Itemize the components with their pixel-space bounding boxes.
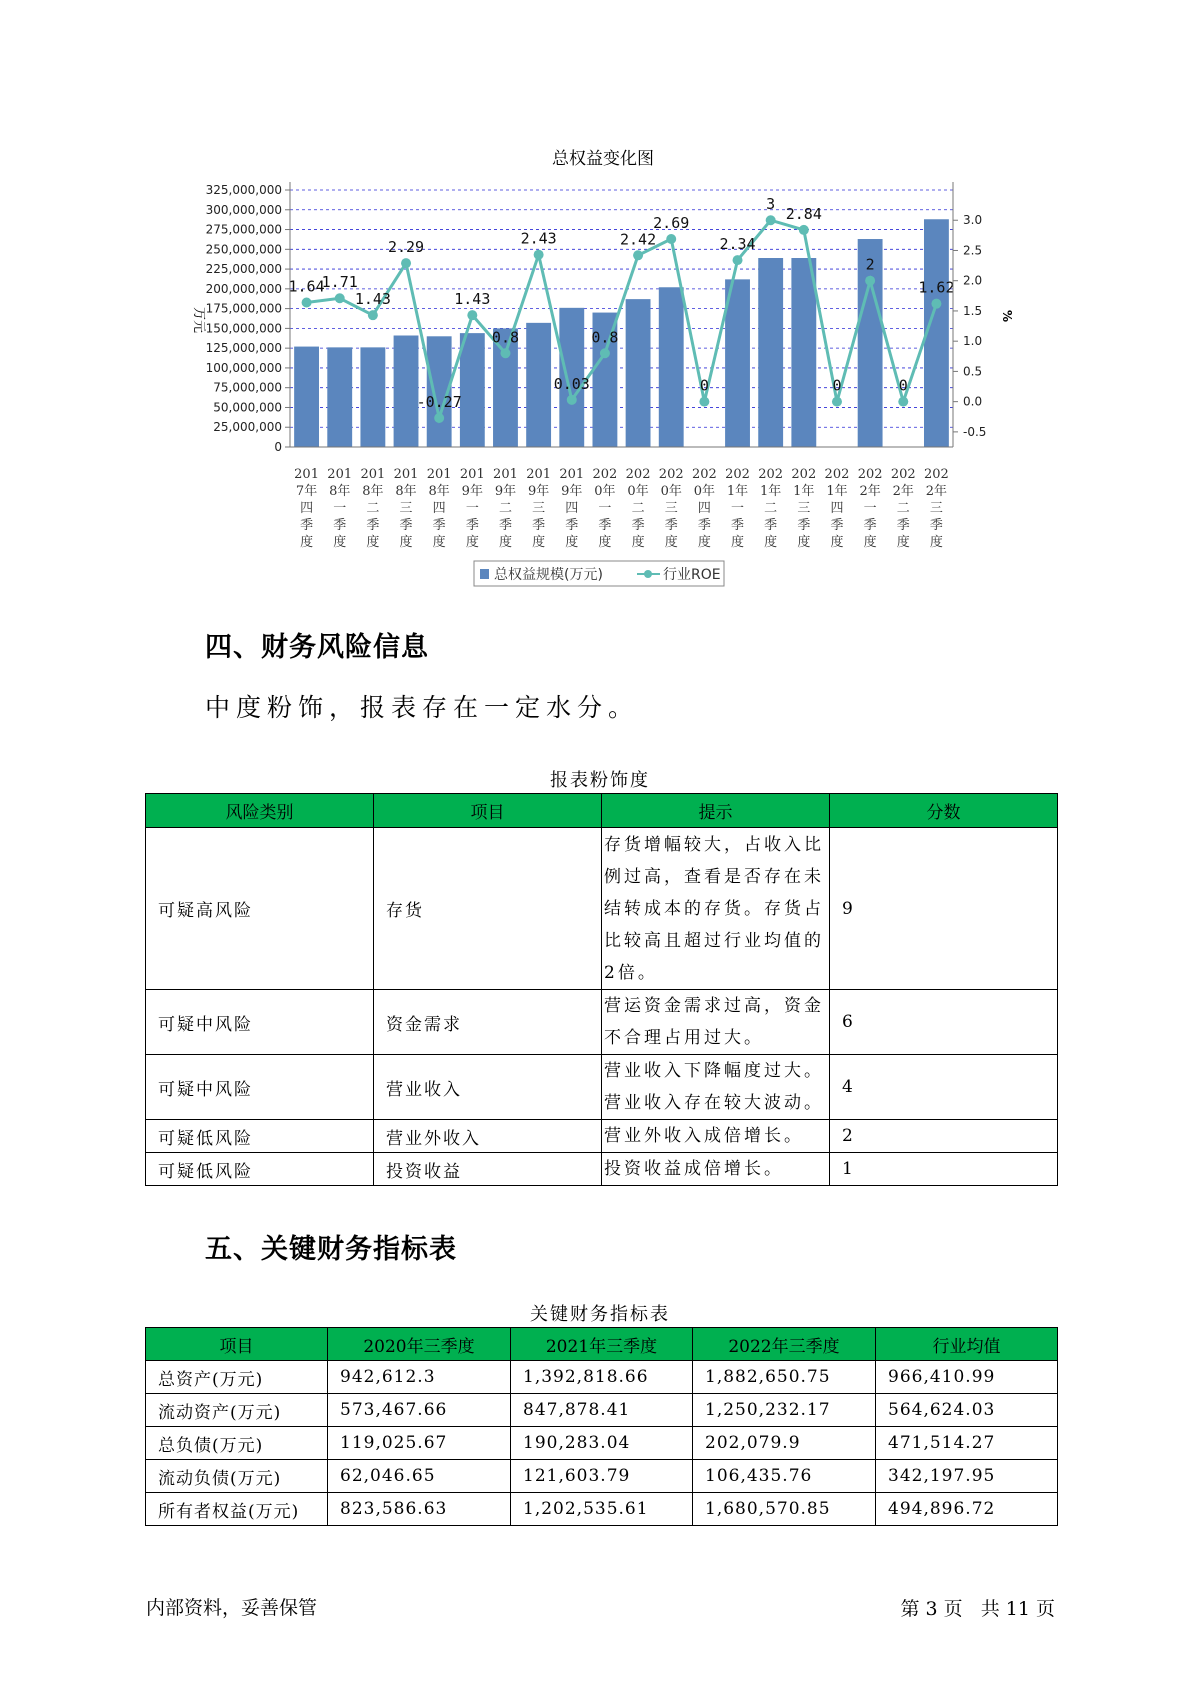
roe-data-label: 2.84	[785, 204, 822, 223]
risk-score: 9	[830, 828, 1058, 990]
kpi-value: 847,878.41	[511, 1394, 693, 1427]
kpi-value: 119,025.67	[328, 1427, 511, 1460]
table-row	[146, 1153, 1058, 1186]
table-row	[146, 1493, 1058, 1526]
roe-point	[633, 250, 643, 260]
table-row	[146, 1427, 1058, 1460]
risk-score: 2	[830, 1120, 1058, 1153]
x-tick-label: 201	[294, 467, 319, 482]
y2-tick-label: 3.0	[963, 213, 983, 228]
kpi-label: 总负债(万元)	[146, 1427, 328, 1460]
y2-tick-label: 2.0	[963, 273, 983, 288]
y2-axis-label: %	[1000, 309, 1014, 323]
x-tick-label: 8年	[329, 484, 351, 499]
x-tick-label: 1年	[793, 484, 815, 499]
x-tick-label: 8年	[362, 484, 384, 499]
y2-tick-label: 0.5	[963, 364, 983, 379]
roe-point	[832, 397, 842, 407]
kpi-label: 流动负债(万元)	[146, 1460, 328, 1493]
roe-point	[434, 413, 444, 423]
header-cell: 分数	[830, 794, 1058, 828]
section-heading-key-indicators: 五、关键财务指标表	[205, 1234, 457, 1265]
x-tick-label: 季	[598, 518, 612, 533]
x-tick-label: 季	[465, 518, 479, 533]
risk-category: 可疑高风险	[146, 828, 374, 990]
x-tick-label: 季	[565, 518, 579, 533]
equity-bar	[659, 287, 684, 447]
x-tick-label: 四	[565, 501, 579, 516]
table-row	[146, 1361, 1058, 1394]
roe-point	[766, 215, 776, 225]
x-tick-label: 201	[459, 467, 485, 482]
header-cell: 行业均值	[876, 1328, 1058, 1361]
kpi-value: 202,079.9	[693, 1427, 876, 1460]
x-tick-label: 二	[498, 501, 512, 516]
footer-page-number: 第 3 页 共 11 页	[900, 1598, 1055, 1620]
risk-item: 投资收益	[374, 1153, 602, 1186]
x-tick-label: 季	[366, 518, 380, 533]
x-tick-label: 201	[426, 467, 452, 482]
y-tick-label: 200,000,000	[205, 281, 282, 296]
x-tick-label: 202	[890, 467, 916, 482]
roe-data-label: 1.64	[288, 277, 325, 296]
x-tick-label: 一	[465, 501, 479, 516]
legend-bar-label: 总权益规模(万元)	[494, 567, 603, 583]
y2-tick-label: 1.0	[963, 334, 983, 349]
x-tick-label: 季	[432, 518, 446, 533]
risk-item: 营业收入	[374, 1055, 602, 1120]
x-tick-label: 季	[863, 518, 877, 533]
risk-category: 可疑低风险	[146, 1120, 374, 1153]
kpi-value: 342,197.95	[876, 1460, 1058, 1493]
roe-data-label: 1.62	[918, 278, 955, 297]
equity-bar	[526, 323, 551, 447]
table-row	[146, 828, 1058, 990]
x-tick-label: 度	[929, 535, 943, 550]
kpi-table	[145, 1327, 1058, 1526]
y-tick-label: 175,000,000	[205, 301, 282, 316]
header-cell: 提示	[602, 794, 830, 828]
table-row	[146, 990, 1058, 1055]
y2-tick-label: 1.5	[963, 303, 983, 318]
x-tick-label: 一	[863, 501, 877, 516]
x-tick-label: 9年	[461, 484, 483, 499]
x-tick-label: 度	[300, 535, 314, 550]
risk-category: 可疑低风险	[146, 1153, 374, 1186]
risk-hint: 营运资金需求过高，资金不合理占用过大。	[602, 990, 830, 1055]
roe-data-label: 0.8	[591, 328, 619, 347]
y-axis-label: 万元	[191, 306, 206, 334]
header-cell: 2020年三季度	[328, 1328, 511, 1361]
x-tick-label: 季	[300, 518, 314, 533]
risk-score: 1	[830, 1153, 1058, 1186]
header-cell: 项目	[146, 1328, 328, 1361]
risk-summary: 中度粉饰，报表存在一定水分。	[205, 693, 640, 722]
x-tick-label: 二	[366, 501, 380, 516]
risk-hint: 存货增幅较大，占收入比例过高，查看是否存在未结转成本的存货。存货占比较高且超过行业均值的2倍。	[602, 828, 830, 990]
roe-data-label: 2.42	[620, 230, 657, 249]
x-tick-label: 201	[526, 467, 552, 482]
legend-line-label: 行业ROE	[663, 567, 721, 583]
roe-point	[733, 255, 743, 265]
roe-point	[302, 297, 312, 307]
risk-item: 营业外收入	[374, 1120, 602, 1153]
x-tick-label: 8年	[428, 484, 450, 499]
y-tick-label: 50,000,000	[213, 400, 282, 415]
x-tick-label: 一	[731, 501, 745, 516]
header-cell: 风险类别	[146, 794, 374, 828]
kpi-value: 471,514.27	[876, 1427, 1058, 1460]
y-tick-label: 0	[274, 440, 282, 454]
x-tick-label: 四	[300, 501, 314, 516]
equity-bar	[460, 333, 485, 447]
x-tick-label: 二	[896, 501, 910, 516]
x-tick-label: 季	[399, 518, 413, 533]
risk-category: 可疑中风险	[146, 990, 374, 1055]
kpi-value: 573,467.66	[328, 1394, 511, 1427]
kpi-value: 942,612.3	[328, 1361, 511, 1394]
x-tick-label: 三	[797, 501, 811, 516]
table-row	[146, 1120, 1058, 1153]
roe-data-label: 0	[699, 376, 709, 395]
roe-data-label: -0.27	[416, 392, 462, 411]
x-tick-label: 202	[691, 467, 717, 482]
x-tick-label: 9年	[527, 484, 550, 499]
y-tick-label: 275,000,000	[205, 222, 282, 237]
equity-bar	[360, 347, 385, 447]
kpi-value: 106,435.76	[693, 1460, 876, 1493]
section-heading-financial-risk: 四、财务风险信息	[205, 632, 429, 663]
x-tick-label: 四	[830, 501, 844, 516]
equity-bar	[294, 347, 319, 447]
y-tick-label: 225,000,000	[205, 262, 282, 277]
roe-data-label: 2.69	[653, 213, 690, 232]
x-tick-label: 一	[598, 501, 612, 516]
x-tick-label: 三	[929, 501, 943, 516]
y-tick-label: 250,000,000	[205, 242, 282, 257]
roe-point	[600, 348, 610, 358]
x-tick-label: 度	[465, 535, 479, 550]
kpi-value: 564,624.03	[876, 1394, 1058, 1427]
roe-point	[401, 258, 411, 268]
x-tick-label: 度	[565, 535, 579, 550]
y-tick-label: 325,000,000	[205, 183, 282, 197]
x-tick-label: 度	[498, 535, 512, 550]
roe-point	[567, 395, 577, 405]
table-row	[146, 1394, 1058, 1427]
x-tick-label: 0年	[660, 484, 682, 499]
x-tick-label: 0年	[693, 484, 716, 499]
risk-hint: 营业收入下降幅度过大。营业收入存在较大波动。	[602, 1055, 830, 1120]
x-tick-label: 度	[598, 535, 612, 550]
x-tick-label: 度	[863, 535, 877, 550]
roe-point	[799, 225, 809, 235]
x-tick-label: 一	[333, 501, 347, 516]
roe-point	[666, 234, 676, 244]
header-cell: 2022年三季度	[693, 1328, 876, 1361]
x-tick-label: 1年	[726, 484, 749, 499]
roe-point	[898, 397, 908, 407]
x-tick-label: 202	[857, 467, 883, 482]
x-tick-label: 季	[929, 518, 943, 533]
x-tick-label: 度	[664, 535, 678, 550]
roe-point	[865, 276, 875, 286]
x-tick-label: 季	[631, 518, 645, 533]
x-tick-label: 1年	[760, 484, 782, 499]
kpi-value: 1,202,535.61	[511, 1493, 693, 1526]
roe-point	[931, 299, 941, 309]
x-tick-label: 2年	[925, 484, 948, 499]
x-tick-label: 201	[327, 467, 353, 482]
roe-data-label: 1.43	[354, 290, 391, 309]
x-tick-label: 9年	[561, 484, 583, 499]
y-tick-label: 150,000,000	[205, 321, 282, 336]
x-tick-label: 201	[360, 467, 386, 482]
kpi-value: 1,392,818.66	[511, 1361, 693, 1394]
y-tick-label: 100,000,000	[205, 360, 282, 375]
x-tick-label: 度	[532, 535, 546, 550]
legend-bar-swatch	[480, 569, 489, 579]
x-tick-label: 度	[697, 535, 711, 550]
x-tick-label: 0年	[627, 484, 649, 499]
x-tick-label: 度	[731, 535, 745, 550]
roe-data-label: 1.71	[321, 273, 358, 292]
x-tick-label: 度	[432, 535, 446, 550]
x-tick-label: 201	[559, 467, 585, 482]
equity-bar	[626, 299, 651, 447]
roe-point	[534, 250, 544, 260]
equity-bar	[725, 279, 750, 447]
roe-data-label: 3	[766, 195, 776, 214]
x-tick-label: 202	[791, 467, 817, 482]
x-tick-label: 季	[697, 518, 711, 533]
kpi-table-header	[146, 1328, 1058, 1361]
roe-data-label: 0	[832, 376, 842, 395]
kpi-label: 流动资产(万元)	[146, 1394, 328, 1427]
roe-data-label: 2.29	[387, 238, 425, 257]
risk-hint: 营业外收入成倍增长。	[602, 1120, 830, 1153]
x-tick-label: 度	[631, 535, 645, 550]
kpi-value: 121,603.79	[511, 1460, 693, 1493]
kpi-value: 1,250,232.17	[693, 1394, 876, 1427]
roe-point	[335, 293, 345, 303]
y-tick-label: 25,000,000	[213, 420, 282, 435]
risk-item: 资金需求	[374, 990, 602, 1055]
risk-hint: 投资收益成倍增长。	[602, 1153, 830, 1186]
legend-line-marker	[644, 570, 652, 578]
x-tick-label: 度	[830, 535, 844, 550]
x-tick-label: 9年	[494, 484, 517, 499]
x-tick-label: 7年	[295, 484, 318, 499]
equity-bar	[394, 336, 419, 447]
x-tick-label: 度	[764, 535, 778, 550]
x-tick-label: 季	[664, 518, 678, 533]
roe-data-label: 2.43	[520, 229, 557, 248]
x-tick-label: 季	[731, 518, 745, 533]
x-tick-label: 度	[399, 535, 413, 550]
x-tick-label: 四	[432, 501, 446, 516]
risk-score: 6	[830, 990, 1058, 1055]
x-tick-label: 201	[393, 467, 419, 482]
x-tick-label: 度	[797, 535, 811, 550]
x-tick-label: 季	[797, 518, 811, 533]
x-tick-label: 三	[532, 501, 546, 516]
equity-bar	[758, 258, 783, 447]
y-tick-label: 75,000,000	[213, 380, 282, 395]
x-tick-label: 202	[924, 467, 949, 482]
x-tick-label: 三	[664, 501, 678, 516]
roe-point	[500, 348, 510, 358]
header-cell: 2021年三季度	[511, 1328, 693, 1361]
roe-data-label: 0	[898, 376, 908, 395]
x-tick-label: 二	[764, 501, 778, 516]
x-tick-label: 2年	[859, 484, 881, 499]
risk-score: 4	[830, 1055, 1058, 1120]
kpi-label: 总资产(万元)	[146, 1361, 328, 1394]
x-tick-label: 202	[824, 467, 850, 482]
risk-table-header	[146, 794, 1058, 828]
risk-item: 存货	[374, 828, 602, 990]
roe-data-label: 1.43	[454, 290, 491, 309]
x-tick-label: 三	[399, 501, 413, 516]
header-cell: 项目	[374, 794, 602, 828]
equity-bar	[327, 347, 352, 447]
x-tick-label: 1年	[826, 484, 848, 499]
x-tick-label: 202	[625, 467, 651, 482]
chart-title: 总权益变化图	[552, 149, 654, 169]
kpi-label: 所有者权益(万元)	[146, 1493, 328, 1526]
x-tick-label: 202	[592, 467, 618, 482]
roe-data-label: 0.8	[491, 328, 520, 347]
y2-tick-label: 2.5	[963, 243, 983, 258]
kpi-value: 494,896.72	[876, 1493, 1058, 1526]
equity-bar	[791, 258, 816, 447]
x-tick-label: 8年	[395, 484, 417, 499]
x-tick-label: 季	[764, 518, 778, 533]
risk-table	[145, 793, 1058, 1186]
x-tick-label: 2年	[892, 484, 914, 499]
risk-category: 可疑中风险	[146, 1055, 374, 1120]
x-tick-label: 202	[725, 467, 750, 482]
x-tick-label: 202	[658, 467, 684, 482]
x-tick-label: 201	[493, 467, 518, 482]
x-tick-label: 度	[896, 535, 910, 550]
equity-chart	[0, 0, 1191, 600]
roe-data-label: 2.34	[719, 235, 756, 254]
y2-tick-label: 0.0	[963, 394, 983, 409]
x-tick-label: 季	[532, 518, 546, 533]
kpi-table-caption: 关键财务指标表	[530, 1304, 670, 1325]
x-tick-label: 度	[333, 535, 347, 550]
roe-point	[467, 310, 477, 320]
y-tick-label: 300,000,000	[205, 202, 282, 217]
x-tick-label: 0年	[594, 484, 616, 499]
kpi-value: 823,586.63	[328, 1493, 511, 1526]
roe-data-label: 0.03	[553, 374, 590, 393]
kpi-value: 62,046.65	[328, 1460, 511, 1493]
footer-confidential: 内部资料，妥善保管	[146, 1597, 318, 1619]
table-row	[146, 1460, 1058, 1493]
kpi-value: 1,882,650.75	[693, 1361, 876, 1394]
x-tick-label: 季	[333, 518, 347, 533]
y2-tick-label: -0.5	[963, 424, 987, 439]
x-tick-label: 季	[830, 518, 844, 533]
chart-legend	[474, 561, 724, 586]
roe-data-label: 2	[865, 255, 875, 274]
risk-table-caption: 报表粉饰度	[550, 770, 650, 791]
x-tick-label: 二	[631, 501, 645, 516]
x-axis-labels	[294, 467, 949, 550]
kpi-value: 190,283.04	[511, 1427, 693, 1460]
roe-point	[699, 397, 709, 407]
x-tick-label: 季	[498, 518, 512, 533]
x-tick-label: 季	[896, 518, 910, 533]
kpi-value: 966,410.99	[876, 1361, 1058, 1394]
y-tick-label: 125,000,000	[205, 341, 282, 356]
x-tick-label: 度	[366, 535, 380, 550]
roe-point	[368, 310, 378, 320]
table-row	[146, 1055, 1058, 1120]
x-tick-label: 202	[758, 467, 784, 482]
x-tick-label: 四	[697, 501, 711, 516]
kpi-value: 1,680,570.85	[693, 1493, 876, 1526]
